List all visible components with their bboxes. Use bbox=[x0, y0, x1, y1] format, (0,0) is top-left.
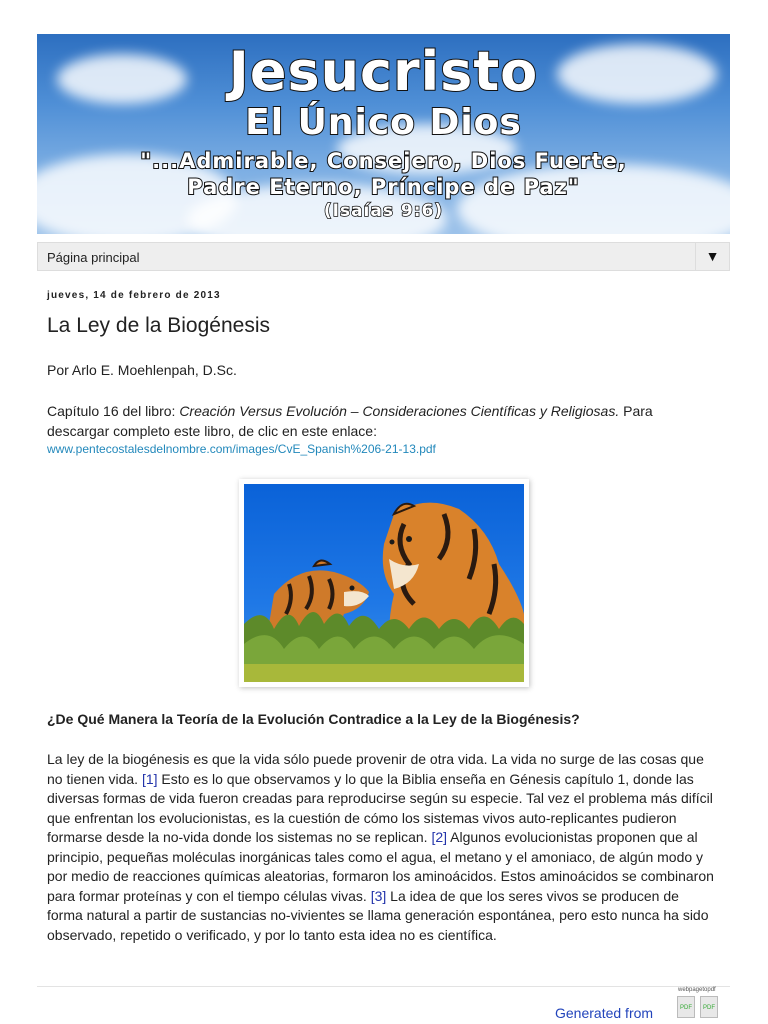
webpagetopdf-tag: webpagetopdf bbox=[678, 987, 716, 993]
nav-dropdown-toggle[interactable]: ▼ bbox=[695, 243, 729, 270]
body-text-1: La ley de la biogénesis es que la vida sólo puede provenir de otra vida. La vida no surge de las cosas que no tienen vida. bbox=[47, 751, 704, 787]
post-date: jueves, 14 de febrero de 2013 bbox=[47, 290, 221, 301]
banner-quote-line2: Padre Eterno, Príncipe de Paz" bbox=[187, 175, 580, 199]
download-link[interactable]: www.pentecostalesdelnombre.com/images/CvE_Spanish%206-21-13.pdf bbox=[47, 442, 436, 456]
post-image[interactable] bbox=[239, 479, 529, 687]
body-text-4: La idea de que los seres vivos se producen de forma natural a partir de sustancias no-vivientes se llama generación espontánea, pero esto nunca ha sido observado, repetido o verificado, y por lo tanto esta idea no es científica. bbox=[47, 887, 709, 943]
banner-text bbox=[37, 34, 730, 222]
intro-prefix: Capítulo 16 del libro: bbox=[47, 403, 180, 419]
banner-quote-line1: "...Admirable, Consejero, Dios Fuerte, bbox=[140, 149, 627, 173]
intro-suffix: Para descargar completo este libro, de clic en este enlace: bbox=[47, 403, 653, 439]
post-byline: Por Arlo E. Moehlenpah, D.Sc. bbox=[47, 362, 237, 378]
pdf-icon[interactable]: PDF bbox=[700, 996, 718, 1018]
nav-home-link[interactable]: Página principal bbox=[47, 250, 140, 265]
page-nav bbox=[37, 242, 730, 271]
tiger-illustration bbox=[244, 484, 524, 682]
body-text-2: Esto es lo que observamos y lo que la Biblia enseña en Génesis capítulo 1, donde las diversas formas de vida fueron creadas para reproducirse según su especie. Tal vez el problema más difícil que enfrentan los evolucionistas, es la cuestión de cómo los sistemas vivos auto-replicantes pudieron formarse desde la no-vida donde los sistemas no se replican. bbox=[47, 770, 713, 845]
post-body bbox=[47, 750, 717, 945]
generated-from-link[interactable]: Generated from bbox=[555, 1005, 654, 1021]
footnote-ref-2[interactable]: [2] bbox=[431, 829, 448, 845]
book-title: Creación Versus Evolución – Consideraciones Científicas y Religiosas. bbox=[179, 403, 620, 419]
section-heading: ¿De Qué Manera la Teoría de la Evolución Contradice a la Ley de la Biogénesis? bbox=[47, 711, 580, 727]
header-banner[interactable] bbox=[37, 34, 730, 234]
footer-divider bbox=[37, 986, 730, 987]
pdf-icon[interactable]: PDF bbox=[677, 996, 695, 1018]
body-text-3: Algunos evolucionistas proponen que al principio, pequeñas moléculas inorgánicas tales como el agua, el metano y el amoniaco, de algún modo y por medio de reacciones químicas aleatorias, formaron los aminoácidos. Estos aminoácidos se combinaron para formar proteínas y con el tiempo células vivas. bbox=[47, 829, 714, 904]
banner-title: Jesucristo bbox=[228, 40, 539, 103]
banner-subtitle: El Único Dios bbox=[245, 102, 522, 143]
footnote-ref-1[interactable]: [1] bbox=[141, 770, 158, 787]
banner-citation: (Isaías 9:6) bbox=[323, 201, 444, 221]
post-title[interactable]: La Ley de la Biogénesis bbox=[47, 314, 270, 337]
tiger-photo bbox=[244, 484, 524, 682]
footnote-ref-3[interactable]: [3] bbox=[370, 887, 387, 904]
post-intro bbox=[47, 401, 697, 441]
